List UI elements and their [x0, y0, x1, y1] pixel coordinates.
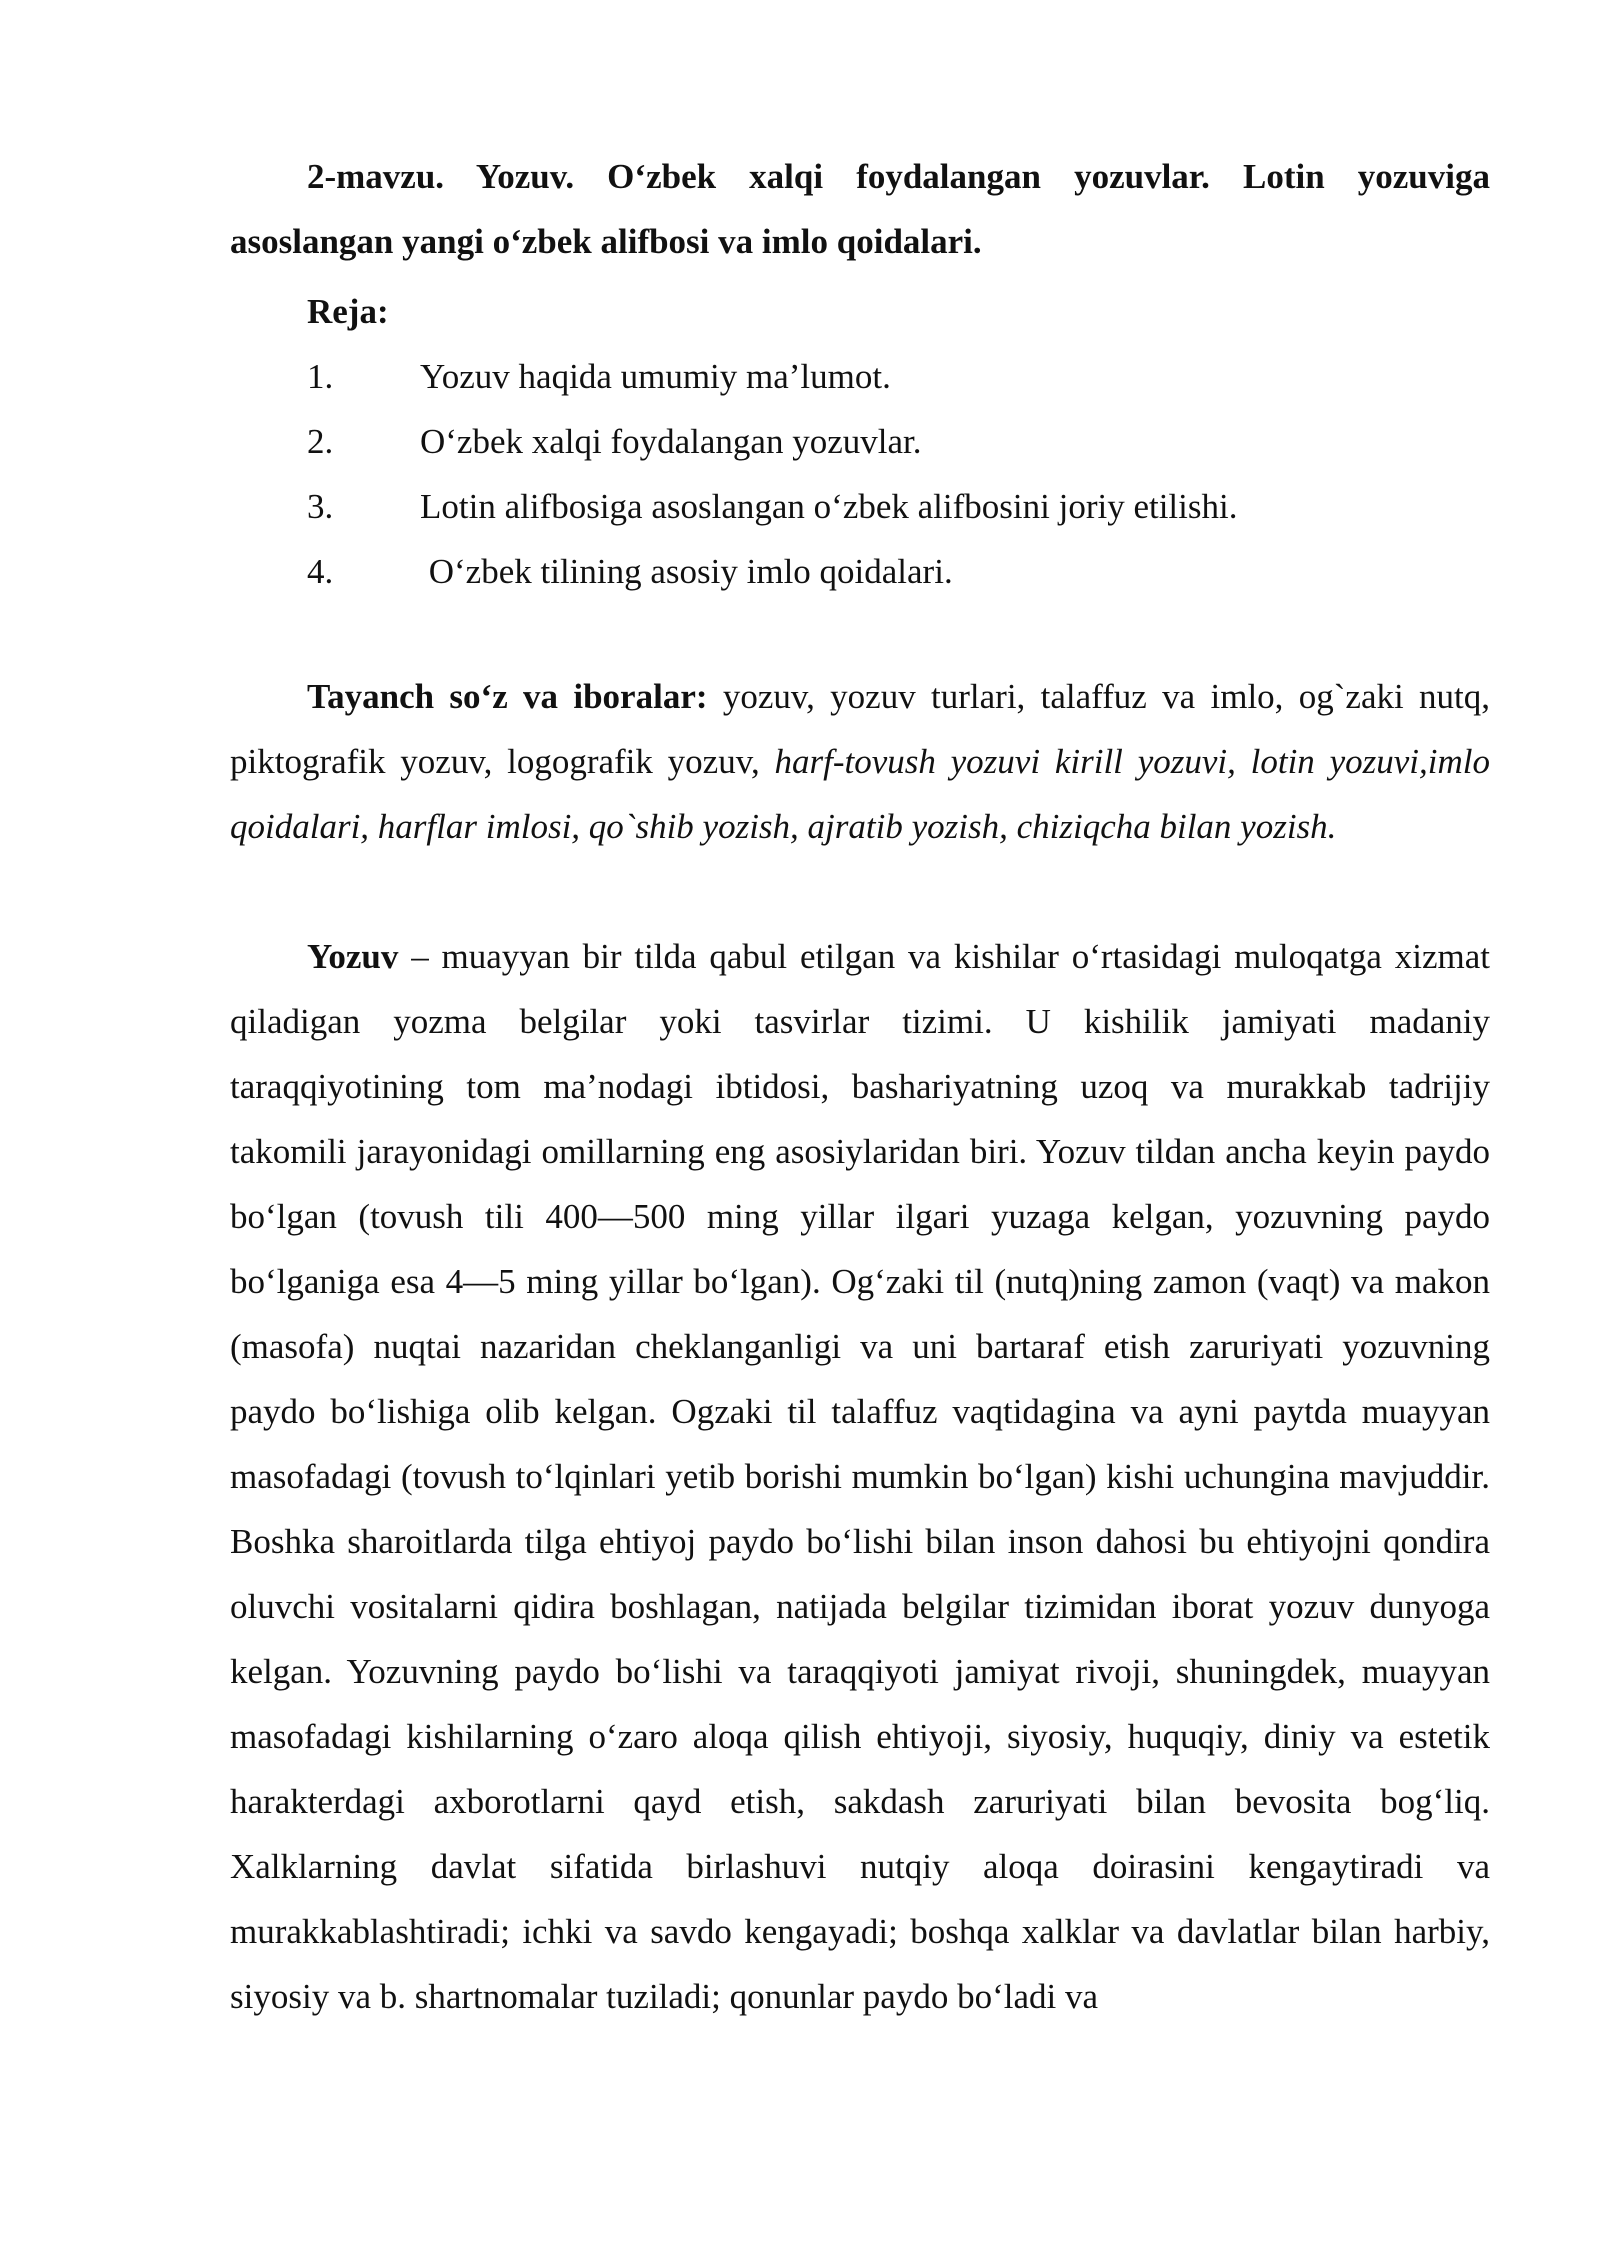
plan-item-number: 4. [307, 552, 334, 591]
keywords-paragraph [230, 664, 1490, 859]
plan-label: Reja: [307, 292, 389, 331]
plan-item-text: O‘zbek tilining asosiy imlo qoidalari. [420, 552, 953, 591]
plan-item-number: 2. [307, 422, 334, 461]
plan-item-text: Yozuv haqida umumiy ma’lumot. [420, 357, 891, 396]
plan-item-number: 1. [307, 357, 334, 396]
plan-item-text: O‘zbek xalqi foydalangan yozuvlar. [420, 422, 922, 461]
definition-paragraph [230, 924, 1490, 2029]
plan-item-number: 3. [307, 487, 334, 526]
definition-term: Yozuv [307, 937, 399, 976]
plan-item-text: Lotin alifbosiga asoslangan o‘zbek alifbosini joriy etilishi. [420, 487, 1238, 526]
keywords-italic: harf-tovush yozuvi kirill yozuvi, lotin yozuvi,imlo qoidalari, harflar imlosi, qo`shib yozish, ajratib yozish, chiziqcha bilan yozish. [230, 742, 1490, 846]
definition-text: – muayyan bir tilda qabul etilgan va kishilar o‘rtasidagi muloqatga xizmat qiladigan yozma belgilar yoki tasvirlar tizimi. U kishilik jamiyati madaniy taraqqiyotining tom ma’nodagi ibtidosi, bashariyatning uzoq va murakkab tadrijiy takomili jarayonidagi omillarning eng asosiylaridan biri. Yozuv tildan ancha keyin paydo bo‘lgan (tovush tili 400—500 ming yillar ilgari yuzaga kelgan, yozuvning paydo bo‘lganiga esa 4—5 ming yillar bo‘lgan). Og‘zaki til (nutq)ning zamon (vaqt) va makon (masofa) nuqtai nazaridan cheklanganligi va uni bartaraf etish zaruriyati yozuvning paydo bo‘lishiga olib kelgan. Ogzaki til talaffuz vaqtidagina va ayni paytda muayyan masofadagi (tovush to‘lqinlari yetib borishi mumkin bo‘lgan) kishi uchungina mavjuddir. Boshka sharoitlarda tilga ehtiyoj paydo bo‘lishi bilan inson dahosi bu ehtiyojni qondira oluvchi vositalarni qidira boshlagan, natijada belgilar tizimidan iborat yozuv dunyoga kelgan. Yozuvning paydo bo‘lishi va taraqqiyoti jamiyat rivoji, shuningdek, muayyan masofadagi kishilarning o‘zaro aloqa qilish ehtiyoji, siyosiy, huquqiy, diniy va estetik harakterdagi axborotlarni qayd etish, sakdash zaruriyati bilan bevosita bog‘liq. Xalklarning davlat sifatida birlashuvi nutqiy aloqa doirasini kengaytiradi va murakkablashtiradi; ichki va savdo kengayadi; boshqa xalklar va davlatlar bilan harbiy, siyosiy va b. shartnomalar tuziladi; qonunlar paydo bo‘ladi va [230, 937, 1490, 2016]
keywords-plain: yozuv, yozuv turlari, talaffuz va imlo, og`zaki nutq, piktografik yozuv, logografik yozuv, [230, 677, 1490, 781]
document-title: 2-mavzu. Yozuv. O‘zbek xalqi foydalangan yozuvlar. Lotin yozuviga asoslangan yangi o‘zbek alifbosi va imlo qoidalari. [230, 157, 1490, 261]
keywords-label: Tayanch so‘z va iboralar: [307, 677, 708, 716]
